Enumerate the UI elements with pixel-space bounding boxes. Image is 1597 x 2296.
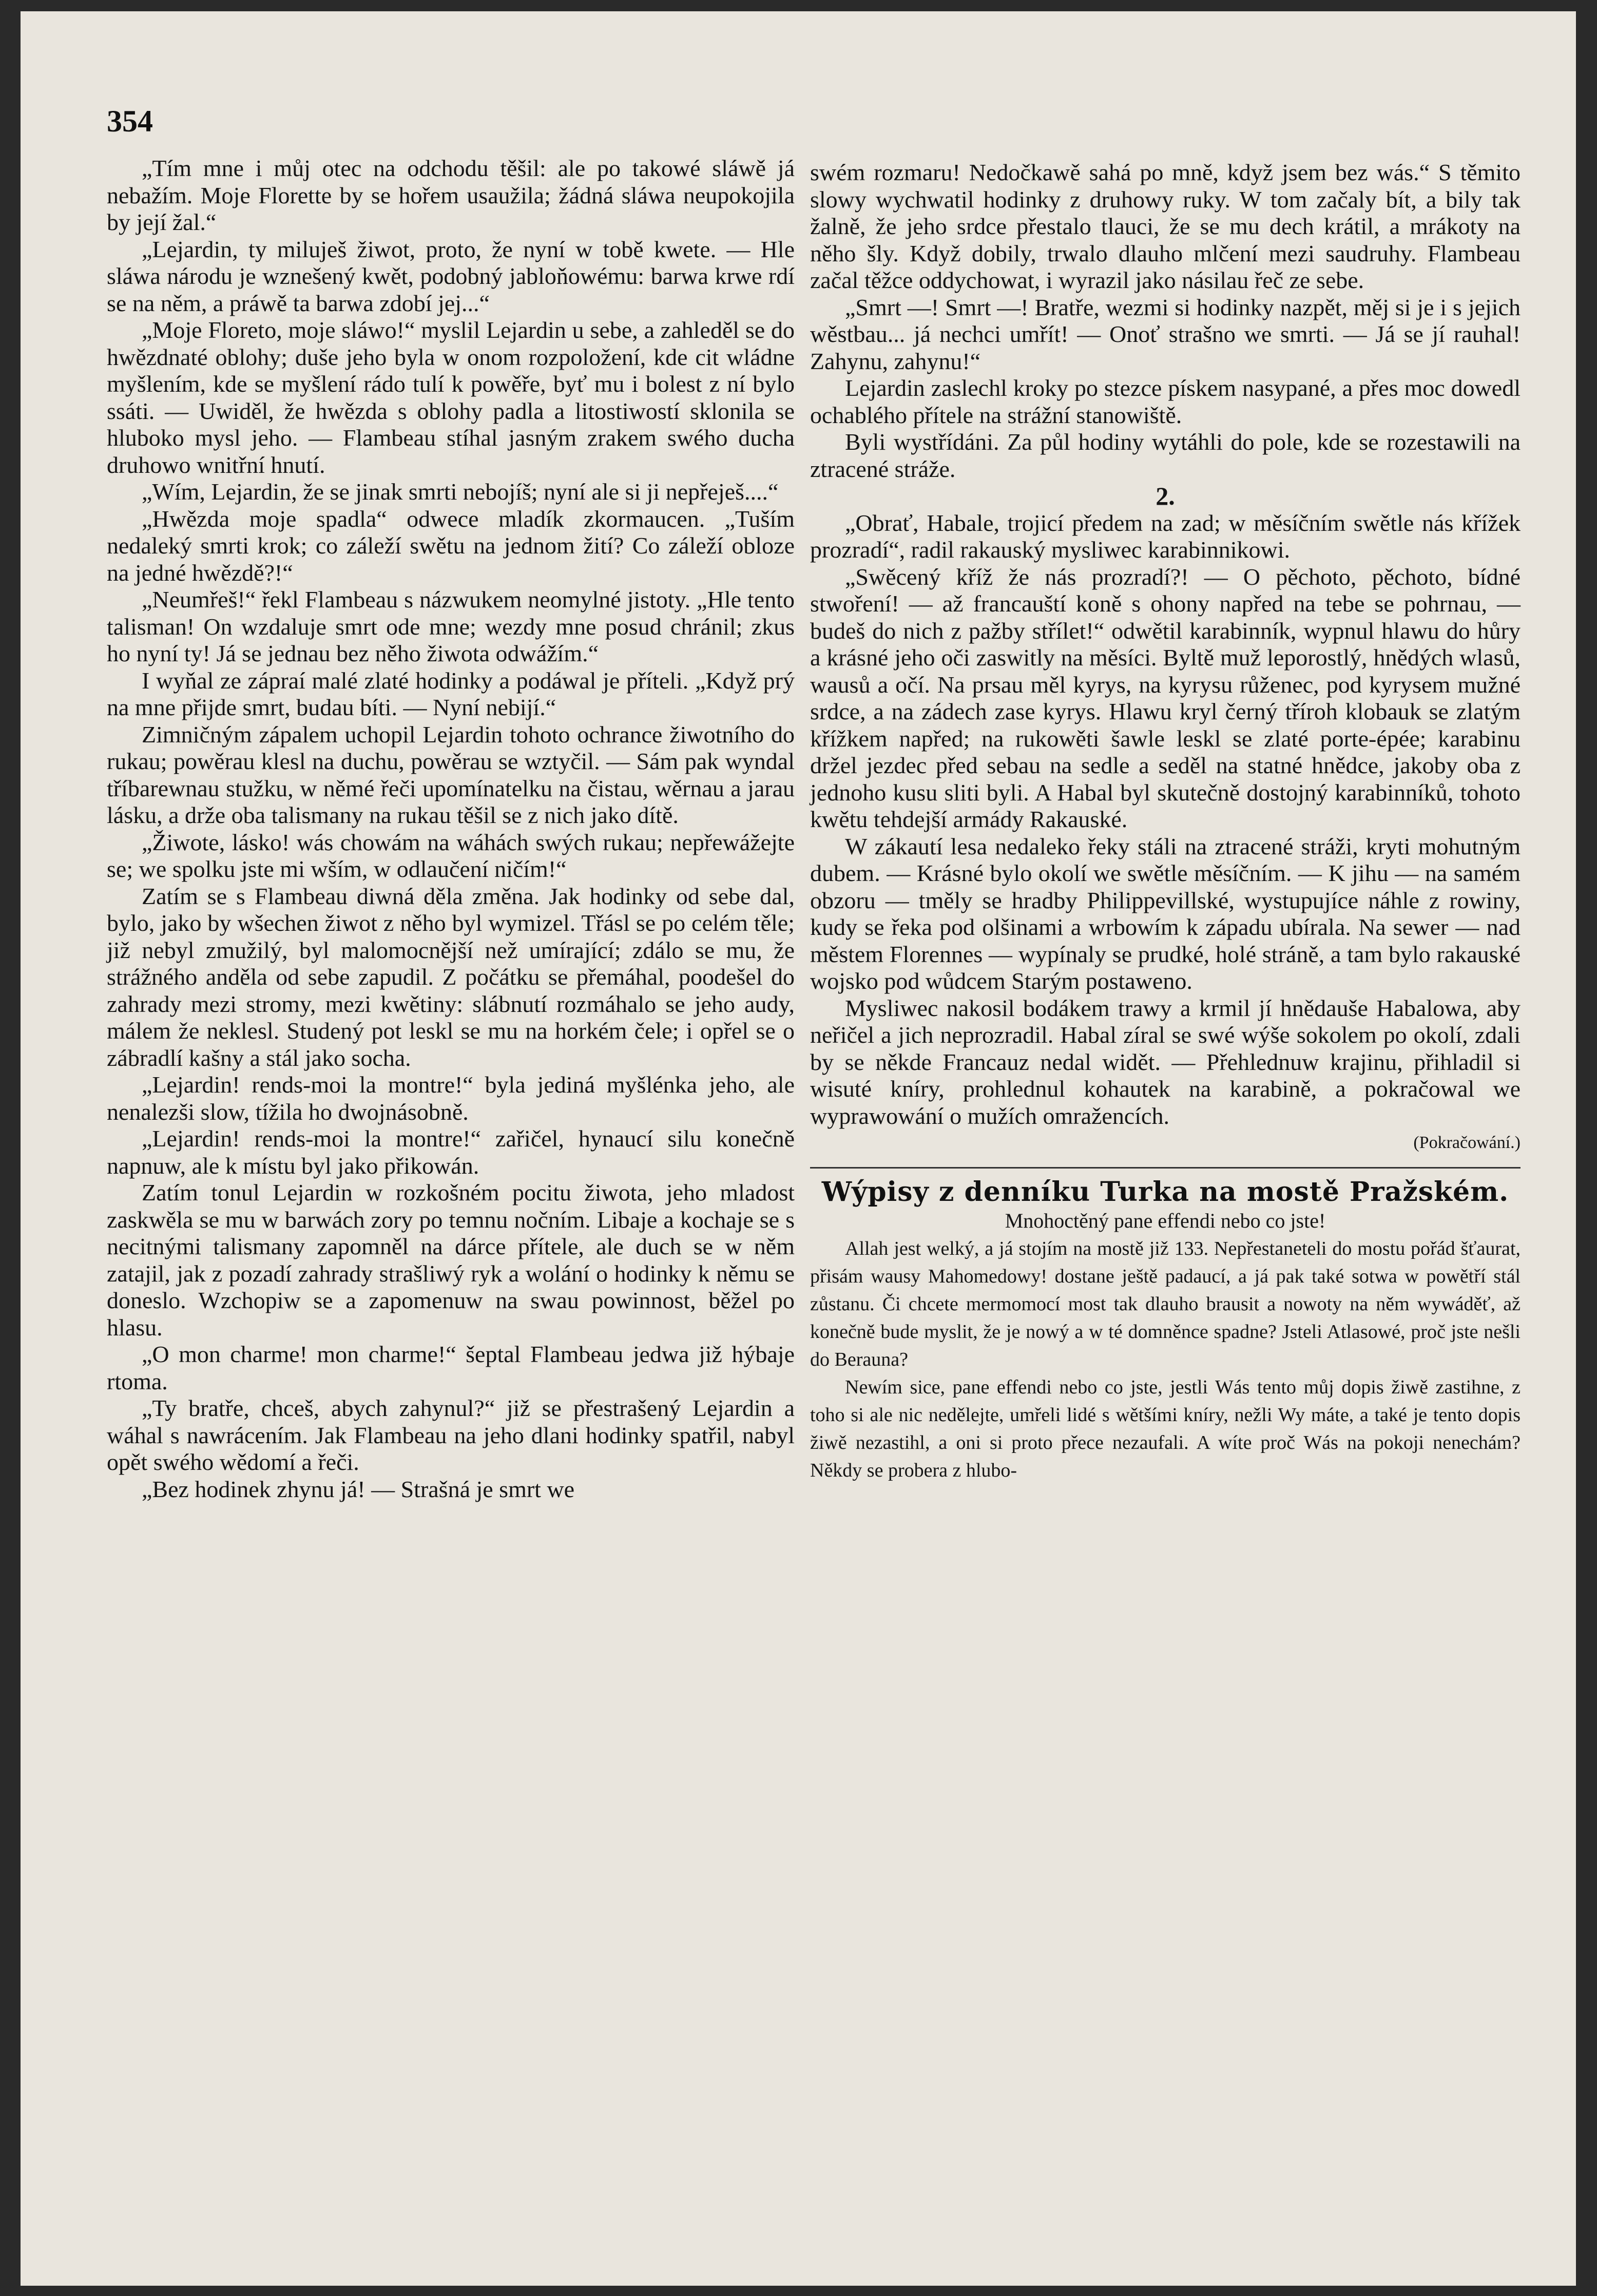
paragraph: Lejardin zaslechl kroky po stezce pískem nasypané, a přes moc dowedl ochablého přítele na strážní stanowiště. (810, 375, 1521, 428)
page-number: 354 (107, 104, 153, 138)
paragraph: swém rozmaru! Nedočkawě sahá po mně, když jsem bez wás.“ S těmito slowy wychwatil hodinky z druhowy ruky. W tom začaly bít, a bily tak žalně, že jeho srdce přestalo tlauci, že se mu dech krátil, a mrákoty na něho šly. Když dobily, trwalo dlauho mlčení mezi saudruhy. Flambeau začal těžce oddychowat, i wyrazil jako násilau řeč ze sebe. (810, 159, 1521, 293)
article-body (810, 1235, 1521, 1484)
paragraph: Mysliwec nakosil bodákem trawy a krmil jí hnědauše Habalowa, aby neřičel a jich neprozradil. Habal zíral se swé wýše sokolem po okolí, zdali by se někde Francauz nedal widět. — Přehlednuw krajinu, přihladil si wisuté kníry, prohlednul kohautek na karabině, a pokračowal we wyprawowání o mužích omražencích. (810, 994, 1521, 1129)
paragraph: Newím sice, pane effendi nebo co jste, jestli Wás tento můj dopis žiwě zastihne, z toho si ale nic nedělejte, umřeli lidé s wětšími kníry, nežli Wy máte, a také je tento dopis žiwě nezastihl, a oni si proto přece nezaufali. A wíte proč Wás na pokoji nenechám? Někdy se probera z hlubo- (810, 1376, 1521, 1481)
paragraph: „Swěcený kříž že nás prozradí?! — O pěchoto, pěchoto, bídné stwoření! — až francauští koně s ohony napřed na tebe se pohrnau, — budeš do nich z pažby střílet!“ odwětil karabinník, wypnul hlawu do hůry a krásné jeho oči zaswitly na měsíci. Byltě muž leporostlý, hnědých wlasů, wausů a očí. Na prsau měl kyrys, na kyrysu růženec, pod kyrysem mužné srdce, a na zádech zase kyrys. Hlawu kryl černý tříroh klobauk se zlatým křížkem napřed; na rukowěti šawle leskl se zlaté porte-épée; karabinu držel jezdec před sebau na sedle a seděl na statné hnědce, jakoby oba z jednoho kusu sliti byli. A Habal byl skutečně dostojný karabinníků, tohoto kwětu tehdejší armády Rakauské. (810, 563, 1521, 832)
paragraph: „Tím mne i můj otec na odchodu těšil: ale po takowé sláwě já nebažím. Moje Florette by se hořem usaužila; žádná sláwa neupokojila by její žal.“ (107, 155, 795, 235)
section-number: 2. (1156, 482, 1175, 510)
paragraph: „Bez hodinek zhynu já! — Strašná je smrt we (142, 1476, 575, 1502)
paragraph: „Wím, Lejardin, že se jinak smrti nebojíš; nyní ale si ji nepřeješ....“ (142, 479, 779, 505)
left-column (107, 155, 795, 1503)
paragraph: „Lejardin! rends-moi la montre!“ byla jediná myšlénka jeho, ale nenalezši slow, tížila ho dwojnásobně. (107, 1072, 795, 1125)
paragraph: „Lejardin, ty miluješ žiwot, proto, že nyní w tobě kwete. — Hle sláwa národu je wznešený kwět, podobný jabloňowému: barwa krwe rdí se na něm, a práwě ta barwa zdobí jej...“ (107, 236, 795, 316)
newspaper-page (21, 11, 1576, 2286)
paragraph: Byli wystřídáni. Za půl hodiny wytáhli do pole, kde se rozestawili na ztracené stráže. (810, 429, 1521, 482)
paragraph: „Moje Floreto, moje sláwo!“ myslil Lejardin u sebe, a zahleděl se do hwězdnaté oblohy; duše jeho byla w onom rozpoložení, kde cit wládne myšlením, kde se myšlení rádo tulí k powěře, byť mu i bolest z ní bylo ssáti. — Uwiděl, že hwězda s oblohy padla a litostiwostí sklonila se hluboko mysl jeho. — Flambeau stíhal jasným zrakem swého ducha druhowo wnitřní hnutí. (107, 317, 795, 478)
paragraph: „Lejardin! rends-moi la montre!“ zařičel, hynaucí silu konečně napnuw, ale k místu byl jako přikowán. (107, 1125, 795, 1179)
paragraph: „Žiwote, lásko! wás chowám na wáhách swých rukau; nepřewážejte se; we spolku jste mi wším, w odlaučení ničím!“ (107, 829, 795, 882)
paragraph: Allah jest welký, a já stojím na mostě již 133. Nepřestaneteli do mostu pořád šťaurat, přisám wausy Mahomedowy! dostane ještě padaucí, a já pak také sotwa w powětří stál zůstanu. Či chcete mermomocí most tak dlauho brausit a nowoty na něm wywáděť, až konečně bude myslit, že je nowý a w té domněnce spadne? Jsteli Atlasowé, proč jste nešli do Berauna? (810, 1237, 1521, 1370)
article-subtitle: Mnohoctěný pane effendi nebo co jste! (1005, 1209, 1326, 1232)
paragraph: I wyňal ze zápraí malé zlaté hodinky a podáwal je příteli. „Když prý na mne přijde smrt, budau bíti. — Nyní nebijí.“ (107, 667, 795, 720)
paragraph: „Smrt —! Smrt —! Bratře, wezmi si hodinky nazpět, měj si je i s jejich wěstbau... já nechci umřít! — Onoť strašno we smrti. — Já se jí rauhal! Zahynu, zahynu!“ (810, 294, 1521, 374)
paragraph: „Obrať, Habale, trojicí předem na zad; w měsíčním swětle nás křížek prozradí“, radil rakauský mysliwec karabinnikowi. (810, 509, 1521, 563)
paragraph: Zatím se s Flambeau diwná děla změna. Jak hodinky od sebe dal, bylo, jako by wšechen žiwot z něho byl wymizel. Třásl se po celém těle; již nebyl zmužilý, byl malomocnější než umírající; zdálo se mu, že strážného anděla od sebe zapudil. Z počátku se přemáhal, poodešel do zahrady mezi stromy, mezi kwětiny: slábnutí rozmáhalo se jeho audy, málem že neklesl. Studený pot leskl se mu na horkém čele; i opřel se o zábradlí kašny a stál jako socha. (107, 883, 795, 1071)
paragraph: W zákautí lesa nedaleko řeky stáli na ztracené stráži, kryti mohutným dubem. — Krásné bylo okolí we swětle měsíčním. — K jihu — na samém obzoru — tměly se hradby Philippevillské, wystupujíce náhle z rowiny, kudy se řeka pod olšinami a wrbowím k západu ubírala. Na sewer — nad městem Florennes — wypínaly se prudké, holé stráně, a tam bylo rakauské wojsko pod wůdcem Starým postaweno. (810, 833, 1521, 994)
section-divider (810, 1167, 1521, 1169)
paragraph: Zimničným zápalem uchopil Lejardin tohoto ochrance žiwotního do rukau; powěrau klesl na duchu, powěrau se wztyčil. — Sám pak wyndal tříbarewnau stužku, w němé řeči upomínatelku na čistau, wěrnau a jarau lásku, a drže oba talismany na rukau těšil se z nich jako dítě. (107, 721, 795, 828)
paragraph: Zatím tonul Lejardin w rozkošném pocitu žiwota, jeho mladost zaskwěla se mu w barwách zory po temnu nočním. Libaje a kochaje se s necitnými talismany zapomněl na dárce přítele, ale duch se w něm zatajil, jak z pozadí zahrady strašliwý ryk a wolání o hodinky k němu se doneslo. Wzchopiw se a zapomenuw na swau powinnost, běžel po hlasu. (107, 1179, 795, 1341)
article-title: Wýpisy z denníku Turka na mostě Pražském. (821, 1176, 1509, 1208)
paragraph: „Hwězda moje spadla“ odwece mladík zkormaucen. „Tuším nedaleký smrti krok; co záleží swětu na jednom žití? Co záleží obloze na jedné hwězdě?!“ (107, 505, 795, 586)
continued-label: (Pokračowání.) (1413, 1133, 1521, 1152)
paragraph: „Neumřeš!“ řekl Flambeau s názwukem neomylné jistoty. „Hle tento talisman! On wzdaluje smrt ode mne; wezdy mne posud chránil; zkus ho nyní ty! Já se jednau bez něho žiwota odwážím.“ (107, 586, 795, 666)
paragraph: „Ty bratře, chceš, abych zahynul?“ již se přestrašený Lejardin a wáhal s nawrácením. Jak Flambeau na jeho dlani hodinky spatřil, nabyl opět swého wědomí a řeči. (107, 1395, 795, 1475)
right-column (810, 159, 1521, 1484)
paragraph: „O mon charme! mon charme!“ šeptal Flambeau jedwa již hýbaje rtoma. (107, 1341, 795, 1394)
